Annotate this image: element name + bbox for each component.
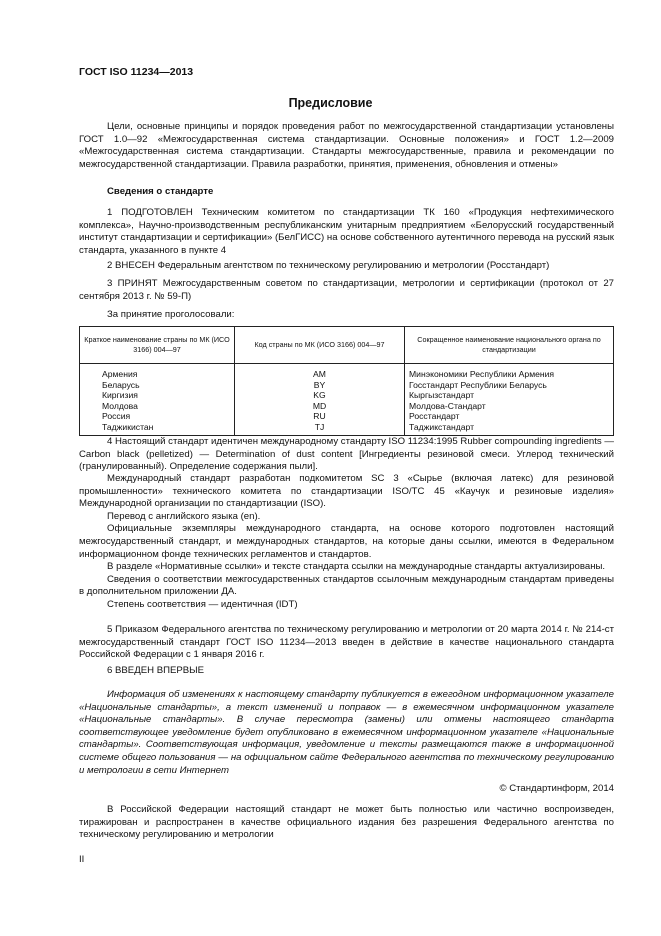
vote-label-block [79,309,614,322]
change-notice: Информация об изменениях к настоящему стандарту публикуется в ежегодном информационном указателе «Национальные стандарты», а текст изменений и поправок — в ежемесячном информационном указателе «Национальные стандарты». В случае пересмотра (замены) или отмены настоящего стандарта соответствующее уведомление будет опубликовано в ежемесячном информационном указателе «Национальные стандарты». Соответствующая информация, уведомление и тексты размещаются также в информационной системе общего пользования — на официальном сайте Федерального агентства по техническому регулированию и метрологии в сети Интернет [79,689,614,776]
copyright: © Стандартинформ, 2014 [499,783,614,794]
clause-3: 3 ПРИНЯТ Межгосударственным советом по стандартизации, метрологии и сертификации (протокол от 27 сентября 2013 г. № 59-П) [79,278,614,302]
clause-6-block [79,665,614,678]
standards-body: Таджикстандарт [405,422,614,435]
table-row [80,401,614,412]
clause-2: 2 ВНЕСЕН Федеральным агентством по техническому регулированию и метрологии (Росстандарт) [107,260,550,271]
country-name: Россия [80,411,235,422]
table-row [80,390,614,401]
clause-4-copies: Официальные экземпляры международного стандарта, на основе которого подготовлен настоящий межгосударственный стандарт, и международных стандартов, на которые даны ссылки, имеются в Федеральном информационном фонде технических регламентов и стандартов. [79,523,614,560]
country-code: BY [235,380,405,391]
standards-body: Госстандарт Республики Беларусь [405,380,614,391]
info-heading-block [79,186,614,199]
intro-paragraph: Цели, основные принципы и порядок проведения работ по межгосударственной стандартизации установлены ГОСТ 1.0—92 «Межгосударственная система стандартизации. Основные положения» и ГОСТ 1.2—2009 «Межгосударственная система стандартизации. Стандарты межгосударственные, правила и рекомендации по межгосударственной стандартизации. Правила разработки, принятия, применения, обновления и отмены» [79,121,614,170]
countries-table [79,326,614,436]
country-code: MD [235,401,405,412]
table-row [80,411,614,422]
clause-3-block [79,278,614,303]
table-header-body: Сокращенное наименование национального органа по стандартизации [405,327,614,364]
standards-body: Кыргызстандарт [405,390,614,401]
page-number: II [79,854,85,865]
clause-4-references: В разделе «Нормативные ссылки» и тексте стандарта ссылки на международные стандарты актуализированы. [107,561,606,573]
clause-4-annex: Сведения о соответствии межгосударственных стандартов ссылочным международным стандартам приведены в дополнительном приложении ДА. [79,573,614,598]
clause-4-block [79,436,614,474]
clause-6: 6 ВВЕДЕН ВПЕРВЫЕ [107,665,205,676]
clause-1-block [79,207,614,257]
clause-1: 1 ПОДГОТОВЛЕН Техническим комитетом по стандартизации ТК 160 «Продукция нефтехимического комплекса», Научно-производственным республиканским унитарным предприятием «Белорусский государственный институт стандартизации и сертификации» (БелГИСС) на основе собственного аутентичного перевода на русский язык стандарта, указанного в пункте 4 [79,207,614,256]
clause-5: 5 Приказом Федерального агентства по техническому регулированию и метрологии от 20 марта 2014 г. № 214-ст межгосударственный стандарт ГОСТ ISO 11234—2013 введен в действие в качестве национального стандарта Российской Федерации с 1 января 2016 г. [79,624,614,661]
table-row [80,380,614,391]
clause-4-translation: Перевод с английского языка (en). [107,510,261,522]
table-row [80,364,614,380]
clause-5-block [79,624,614,662]
clause-4-origin: Международный стандарт разработан подкомитетом SC 3 «Сырье (включая латекс) для резиновой промышленности» технического комитета по стандартизации ISO/TC 45 «Каучук и резиновые изделия» Международной организации по стандартизации (ISO). [79,473,614,510]
country-name: Беларусь [80,380,235,391]
country-code: KG [235,390,405,401]
page-title: Предисловие [288,96,373,110]
document-header: ГОСТ ISO 11234—2013 [79,66,194,78]
table-header-country: Краткое наименование страны по МК (ИСО 3166) 004—97 [80,327,235,364]
footer-note: В Российской Федерации настоящий стандарт не может быть полностью или частично воспроизведен, тиражирован и распространен в качестве официального издания без разрешения Федерального агентства по техническому регулированию и метрологии [79,804,614,841]
footer-note-block [79,804,614,842]
standards-body: Молдова-Стандарт [405,401,614,412]
country-name: Молдова [80,401,235,412]
clause-2-block [79,260,614,273]
country-name: Киргизия [80,390,235,401]
country-code: AM [235,364,405,380]
standards-body: Росстандарт [405,411,614,422]
country-name: Армения [80,364,235,380]
table-header-code: Код страны по МК (ИСО 3166) 004—97 [235,327,405,364]
table-row [80,422,614,435]
country-name: Таджикистан [80,422,235,435]
clause-4-details [79,473,614,612]
vote-label: За принятие проголосовали: [107,309,235,320]
table-header-row [80,327,614,364]
copyright-block [79,783,614,796]
intro-block [79,121,614,171]
standards-body: Минэкономики Республики Армения [405,364,614,380]
clause-4: 4 Настоящий стандарт идентичен международному стандарту ISO 11234:1995 Rubber compounding ingredients — Carbon black (pelletized) — Determination of dust content [Ингредиенты резиновой смеси. Углерод технический (гранулированный). Определение содержания пыли]. [79,436,614,473]
country-code: TJ [235,422,405,435]
info-heading: Сведения о стандарте [107,186,214,197]
country-code: RU [235,411,405,422]
clause-4-degree: Степень соответствия — идентичная (IDT) [107,598,298,610]
change-notice-block [79,689,614,777]
